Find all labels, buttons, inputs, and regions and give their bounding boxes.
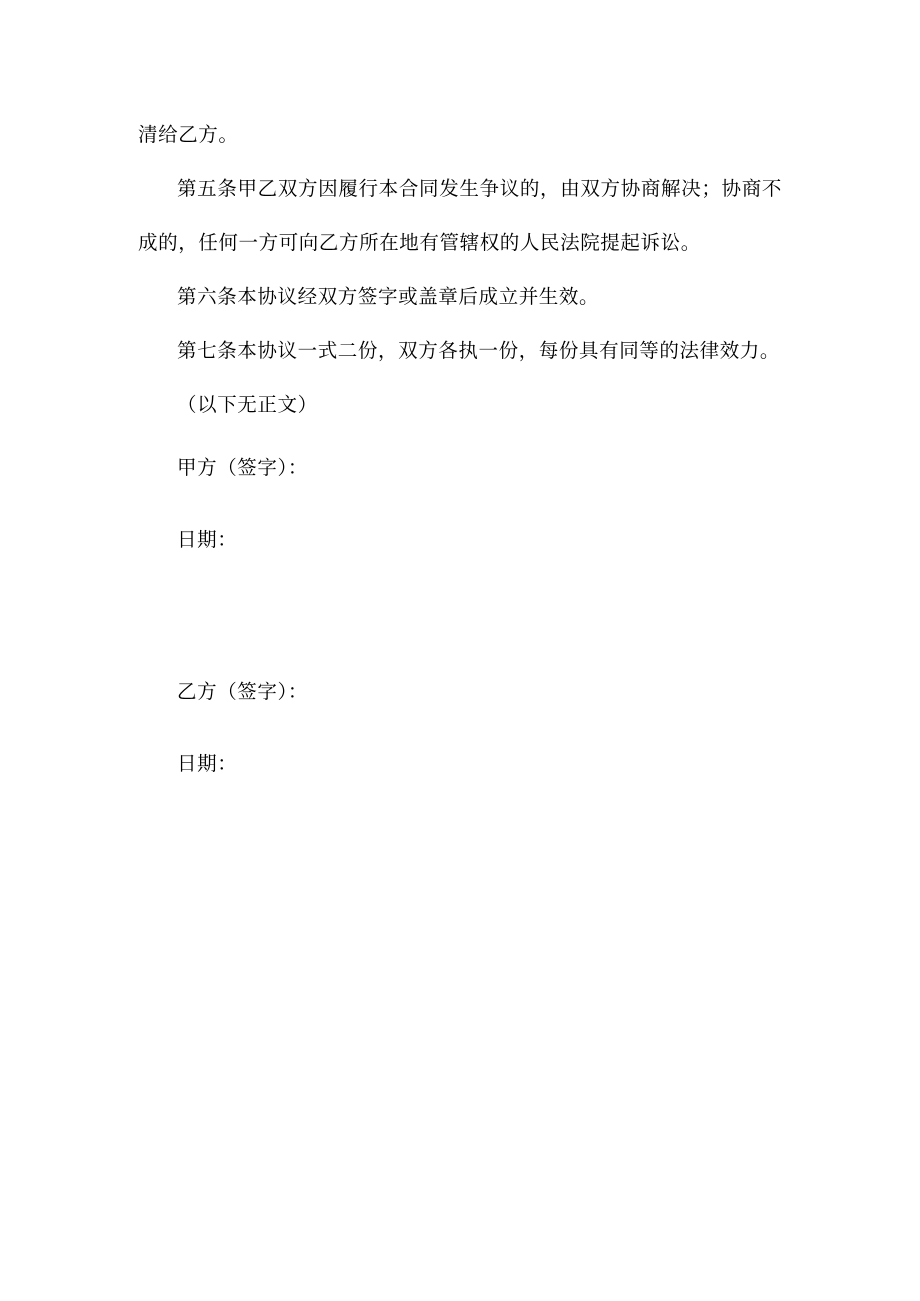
paragraph-continuation: 清给乙方。 (138, 123, 239, 146)
signature-spacer (138, 576, 782, 656)
signature-block (138, 432, 782, 800)
party-b-date-label: 日期： (177, 752, 238, 775)
paragraph-no-text-below: （以下无正文） (177, 393, 318, 416)
party-a-signature-label: 甲方（签字）： (177, 456, 308, 479)
party-b-signature-label: 乙方（签字）： (177, 680, 308, 703)
party-a-date-label: 日期： (177, 528, 238, 551)
document-body (138, 108, 782, 800)
paragraph-article-7: 第七条本协议一式二份，双方各执一份，每份具有同等的法律效力。 (177, 339, 781, 362)
paragraph-article-6: 第六条本协议经双方签字或盖章后成立并生效。 (177, 285, 600, 308)
paragraph-article-5: 第五条甲乙双方因履行本合同发生争议的，由双方协商解决；协商不成的，任何一方可向乙方所在地有管辖权的人民法院提起诉讼。 (138, 177, 782, 254)
